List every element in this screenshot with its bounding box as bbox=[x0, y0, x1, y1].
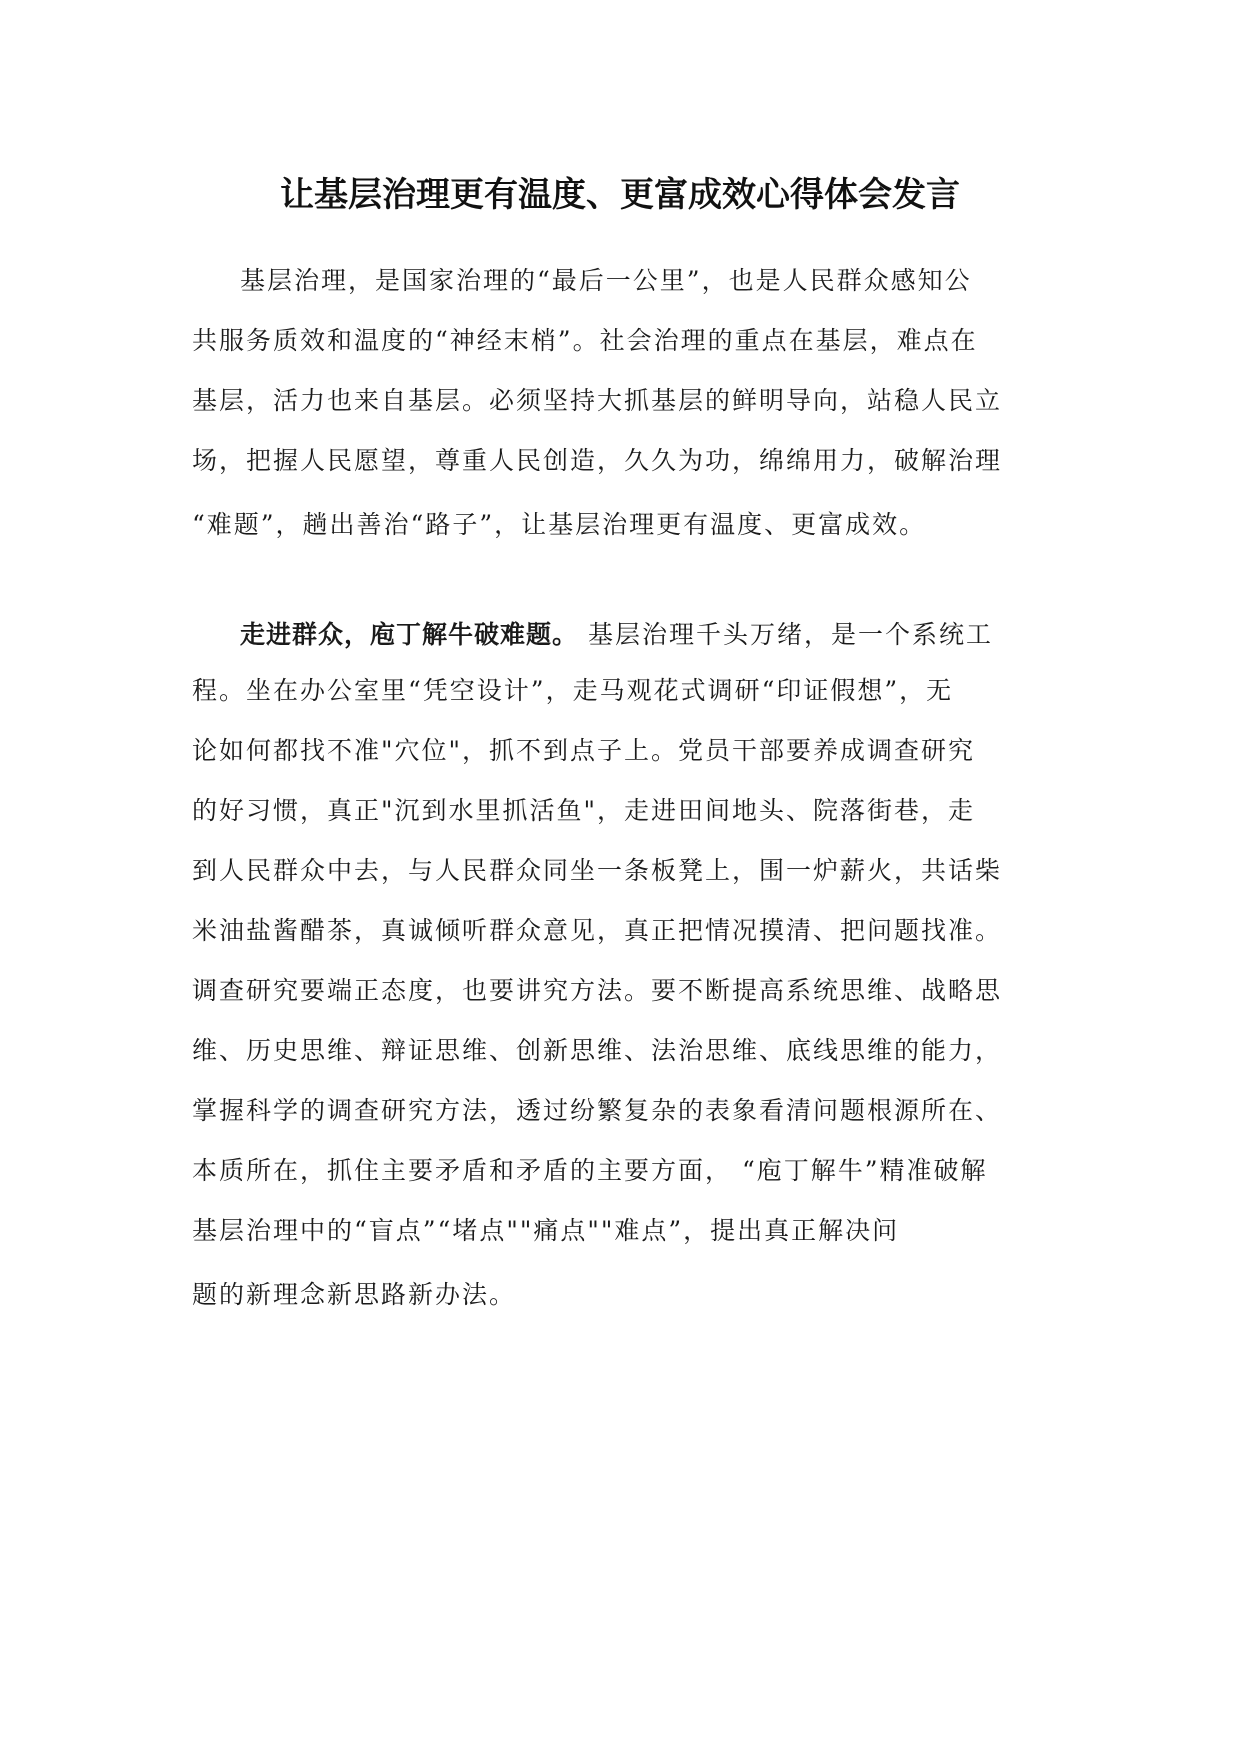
text-line: 本质所在，抓住主要矛盾和矛盾的主要方面， “庖丁解牛”精准破解 bbox=[192, 1156, 988, 1185]
text-line: 论如何都找不准"穴位"，抓不到点子上。党员干部要养成调查研究 bbox=[192, 736, 976, 765]
text-line: 掌握科学的调查研究方法，透过纷繁复杂的表象看清问题根源所在、 bbox=[192, 1096, 1003, 1125]
text-line: 调查研究要端正态度，也要讲究方法。要不断提高系统思维、战略思 bbox=[192, 976, 1003, 1005]
text-line: 基层治理，是国家治理的“最后一公里”，也是人民群众感知公 bbox=[240, 266, 972, 295]
text-line: 基层治理中的“盲点”“堵点""痛点""难点”，提出真正解决问 bbox=[192, 1216, 900, 1245]
text-line: 共服务质效和温度的“神经末梢”。社会治理的重点在基层，难点在 bbox=[192, 326, 978, 355]
text-line: 场，把握人民愿望，尊重人民创造，久久为功，绵绵用力，破解治理 bbox=[192, 446, 1003, 475]
section-heading: 走进群众，庖丁解牛破难题。 bbox=[240, 620, 579, 649]
text-line-first bbox=[240, 616, 993, 654]
text-line: 基层，活力也来自基层。必须坚持大抓基层的鲜明导向，站稳人民立 bbox=[192, 386, 1003, 415]
text-line: 米油盐酱醋茶，真诚倾听群众意见，真正把情况摸清、把问题找准。 bbox=[192, 916, 1003, 945]
text-line: 的好习惯，真正"沉到水里抓活鱼"，走进田间地头、院落街巷，走 bbox=[192, 796, 976, 825]
text-run: 基层治理千头万绪，是一个系统工 bbox=[578, 620, 993, 649]
text-line: 题的新理念新思路新办法。 bbox=[192, 1280, 517, 1309]
text-line: 到人民群众中去，与人民群众同坐一条板凳上，围一炉薪火，共话柴 bbox=[192, 856, 1003, 885]
document-title: 让基层治理更有温度、更富成效心得体会发言 bbox=[280, 175, 960, 215]
text-line: 维、历史思维、辩证思维、创新思维、法治思维、底线思维的能力， bbox=[192, 1036, 1003, 1065]
text-line: “难题”，趟出善治“路子”，让基层治理更有温度、更富成效。 bbox=[192, 510, 927, 539]
text-line: 程。坐在办公室里“凭空设计”，走马观花式调研“印证假想”，无 bbox=[192, 676, 954, 705]
